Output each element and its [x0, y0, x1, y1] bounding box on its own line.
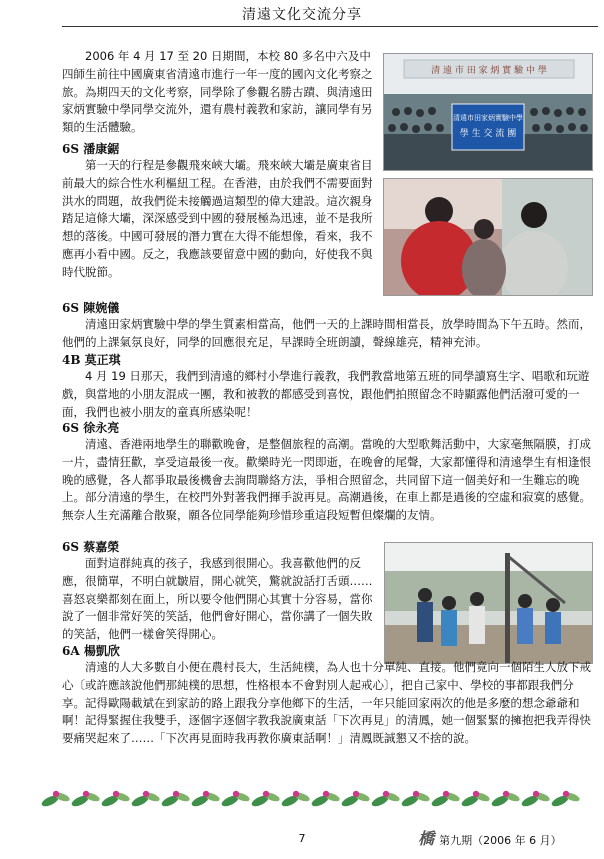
floral-motif: [70, 791, 101, 809]
section-author-3: 4B 莫正琪: [62, 353, 121, 367]
students-photo-image: [384, 179, 592, 295]
children-photo-image: [385, 543, 592, 663]
floral-motif: [550, 791, 580, 809]
building-sign: 清 遠 市 田 家 炳 實 驗 中 學: [431, 66, 547, 76]
floral-motif: [280, 791, 311, 809]
floral-motif: [490, 791, 521, 809]
section-text-3: 4 月 19 日那天，我們到清遠的鄉村小學進行義教，我們教當地第五班的同學讀寫生字、唱歌和玩遊戲，與當地的小朋友混成一團，教和被教的都感受到喜悅，跟他們拍照留念不時顯露他們活潑可愛的一面，我們也被小朋友的童真所感染呢！: [62, 369, 590, 419]
floral-border-graphic: [40, 785, 580, 813]
floral-motif: [370, 791, 401, 809]
floral-motif: [310, 791, 341, 809]
section-text-5: 面對這群純真的孩子，我感到很開心。我喜歡他們的反應，很簡單，不明白就皺眉，開心就笑，驚就說話打舌頭……喜怒哀樂都刻在面上，所以要令他們開心其實十分容易，當你說了一個非常好笑的笑話，他們會好開心，當你講了一個失敗的笑話，他們一樣會笑得開心。: [62, 556, 373, 642]
floral-motif: [220, 791, 251, 809]
group-photo-image: [384, 54, 592, 170]
floral-motif: [160, 791, 191, 809]
section-text-2: 清遠田家炳實驗中學的學生質素相當高，他們一天的上課時間相當長，放學時間為下午五時。然而，他們的上課氣氛良好，同學的回應很充足，早課時全班朗讀，聲線雄亮，精神充沛。: [62, 317, 591, 349]
floral-motif: [520, 791, 551, 809]
floral-motif: [100, 791, 131, 809]
page-number: 7: [298, 832, 306, 845]
page-title: 清遠文化交流分享: [242, 7, 362, 23]
floral-motif: [40, 791, 71, 809]
banner-caption: 清遠市田家炳實驗中學: [453, 114, 523, 122]
section-text-1: 第一天的行程是參觀飛來峽大壩。飛來峽大壩是廣東省目前最大的綜合性水利樞紐工程。在香港，由於我們不需要面對洪水的問題，故我們從未接觸過這類型的偉大建設。這次親身踏足這條大壩，深深感受到中國的發展極為迅速，並不是我所想的落後。中國可發展的潛力實在大得不能想像，看來，我不應再小看中國。反之，我應該要留意中國的動向，好使我不與時代脫節。: [62, 158, 373, 279]
floral-motif: [250, 791, 281, 809]
footer-issue-block: [418, 826, 598, 849]
section-text-4: 清遠、香港兩地學生的聯歡晚會，是整個旅程的高潮。當晚的大型歌舞活動中，大家毫無隔膜，打成一片，盡情狂歡，享受這最後一夜。歡樂時光一閃即逝，在晚會的尾聲，大家都懂得和清遠學生有相逢恨晚的感覺，各人都爭取最後機會去詢問聯絡方法，爭相合照留念，共同留下這一個美好和一生難忘的晚上。部分清遠的學生，在校門外對著我們揮手說再見。高潮過後，在車上都是過後的空虛和寂寞的感覺。無奈人生充滿離合散聚，願各位同學能夠珍惜珍重這段短暫但燦爛的友情。: [62, 437, 591, 523]
section-author-2: 6S 陳婉儀: [62, 301, 120, 315]
floral-border: [40, 785, 580, 813]
banner-text: 學 生 交 流 團: [459, 129, 517, 139]
group-photo: [383, 53, 593, 171]
floral-motif: [190, 791, 221, 809]
floral-motif: [340, 791, 371, 809]
section-author-4: 6S 徐永亮: [62, 421, 120, 435]
intro-paragraph: 2006 年 4 月 17 至 20 日期間，本校 80 多名中六及中四師生前往中國廣東省清遠市進行一年一度的國內文化考察之旅。為期四天的文化考察，同學除了參觀名勝古蹟、與清遠田家炳實驗中學同學交流外，還有農村義教和家訪，讓同學有另類的生活體驗。: [62, 49, 373, 135]
issue-label: 第九期（2006 年 6 月）: [439, 834, 562, 847]
bridge-logo: 橋: [418, 829, 435, 848]
floral-motif: [130, 791, 161, 809]
floral-motif: [400, 791, 431, 809]
header-rule: [62, 26, 598, 27]
floral-motif: [460, 791, 491, 809]
section-text-6: 清遠的人大多數自小便在農村長大，生活純樸，為人也十分單純、直接。他們竟向一個陌生人放下戒心〔或許應該說他們那純樸的思想，性格根本不會對別人起戒心〕，把自己家中、學校的事都跟我們分享。記得歐陽載斌在到家訪的路上跟我分享他鄉下的生活，一年只能回家兩次的他是多麼的想念爺爺和 啊！記得緊握住我雙手，逐個字逐個字教我說廣東話「下次再見」的清鳳，她一個緊緊的擁抱把我弄得快要痛哭起來了……「下次再見面時我再教你廣東話啊！」清鳳既誠懇又不捨的說。: [62, 660, 603, 746]
students-photo: [383, 178, 593, 296]
section-author-6: 6A 楊凱欣: [62, 644, 120, 658]
floral-motif: [430, 791, 461, 809]
section-author-1: 6S 潘康鋸: [62, 142, 120, 156]
section-author-5: 6S 蔡嘉榮: [62, 540, 120, 554]
children-photo: [384, 542, 593, 664]
